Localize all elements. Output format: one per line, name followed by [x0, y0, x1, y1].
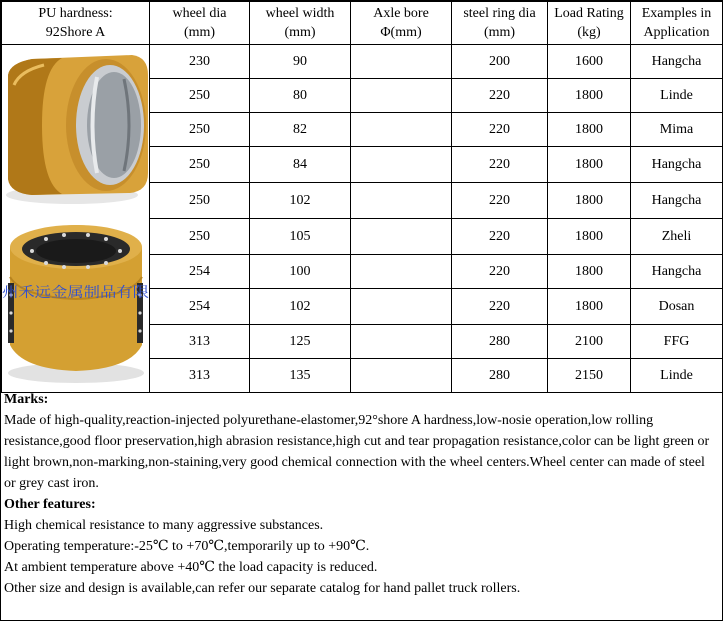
- header-wheel-dia-line2: (mm): [183, 25, 216, 40]
- cell-ring: 220: [452, 183, 548, 219]
- cell-dia: 250: [150, 183, 250, 219]
- header-wheel-width-line2: (mm): [284, 25, 316, 40]
- header-wheel-dia-line1: wheel dia: [172, 6, 227, 21]
- watermark-text: 州禾远金属制品有限: [2, 285, 149, 301]
- cell-axle: [351, 219, 452, 255]
- cell-load: 1800: [548, 219, 631, 255]
- cell-dia: 313: [150, 325, 250, 359]
- cell-app: Linde: [631, 79, 723, 113]
- cell-dia: 250: [150, 147, 250, 183]
- cell-width: 135: [250, 359, 351, 393]
- cell-ring: 220: [452, 147, 548, 183]
- pu-wheel-black-hub-image: [2, 217, 149, 385]
- cell-axle: [351, 147, 452, 183]
- cell-axle: [351, 113, 452, 147]
- header-pu-hardness-line1: PU hardness:: [38, 6, 113, 21]
- table-row: [2, 45, 723, 79]
- cell-width: 125: [250, 325, 351, 359]
- cell-width: 105: [250, 219, 351, 255]
- cell-width: 84: [250, 147, 351, 183]
- cell-width: 90: [250, 45, 351, 79]
- feature-item: Other size and design is available,can refer our separate catalog for hand pallet truck rollers.: [4, 581, 521, 596]
- header-wheel-width-line1: wheel width: [265, 6, 335, 21]
- cell-app: Zheli: [631, 219, 723, 255]
- header-steel-ring-line1: steel ring dia: [463, 6, 536, 21]
- cell-app: Hangcha: [631, 45, 723, 79]
- cell-dia: 250: [150, 79, 250, 113]
- marks-text: Made of high-quality,reaction-injected polyurethane-elastomer,92°shore A hardness,low-nosie operation,low rolling resistance,good floor preservation,high abrasion resistance,high cut and tear propagation resistance,color can be light green or light brown,non-marking,non-staining,very good chemical connection with the wheel centers.Wheel center can made of steel or grey cast iron.: [4, 413, 710, 491]
- header-steel-ring-line2: (mm): [483, 25, 516, 40]
- cell-width: 82: [250, 113, 351, 147]
- header-pu-hardness-line2: 92Shore A: [45, 25, 106, 40]
- cell-width: 100: [250, 255, 351, 289]
- table-header-row: [2, 2, 723, 45]
- cell-app: Mima: [631, 113, 723, 147]
- header-load-rating: [548, 2, 631, 45]
- other-features-title: Other features:: [4, 497, 96, 512]
- cell-width: 102: [250, 183, 351, 219]
- cell-axle: [351, 289, 452, 325]
- cell-axle: [351, 255, 452, 289]
- cell-dia: 250: [150, 219, 250, 255]
- cell-dia: 313: [150, 359, 250, 393]
- cell-load: 1800: [548, 289, 631, 325]
- cell-dia: 254: [150, 289, 250, 325]
- cell-load: 2100: [548, 325, 631, 359]
- cell-app: Linde: [631, 359, 723, 393]
- header-axle-bore: [351, 2, 452, 45]
- cell-ring: 220: [452, 79, 548, 113]
- cell-dia: 254: [150, 255, 250, 289]
- cell-ring: 220: [452, 219, 548, 255]
- pu-wheel-steel-center-image: [2, 45, 149, 209]
- header-load-rating-line1: Load Rating: [554, 6, 624, 21]
- cell-load: 2150: [548, 359, 631, 393]
- cell-width: 102: [250, 289, 351, 325]
- cell-app: FFG: [631, 325, 723, 359]
- cell-ring: 220: [452, 255, 548, 289]
- header-examples-line2: Application: [643, 25, 710, 40]
- cell-load: 1800: [548, 147, 631, 183]
- header-wheel-dia: [150, 2, 250, 45]
- cell-dia: 250: [150, 113, 250, 147]
- cell-ring: 280: [452, 359, 548, 393]
- cell-load: 1800: [548, 183, 631, 219]
- feature-item: High chemical resistance to many aggressive substances.: [4, 518, 324, 533]
- wheel-spec-table: [1, 1, 723, 393]
- cell-load: 1800: [548, 255, 631, 289]
- cell-app: Dosan: [631, 289, 723, 325]
- cell-app: Hangcha: [631, 255, 723, 289]
- header-examples-application: [631, 2, 723, 45]
- cell-ring: 220: [452, 289, 548, 325]
- cell-load: 1800: [548, 113, 631, 147]
- cell-load: 1600: [548, 45, 631, 79]
- cell-axle: [351, 183, 452, 219]
- header-wheel-width: [250, 2, 351, 45]
- header-axle-bore-line1: Axle bore: [373, 6, 429, 21]
- cell-ring: 200: [452, 45, 548, 79]
- cell-axle: [351, 45, 452, 79]
- cell-app: Hangcha: [631, 183, 723, 219]
- cell-ring: 280: [452, 325, 548, 359]
- header-steel-ring-dia: [452, 2, 548, 45]
- cell-app: Hangcha: [631, 147, 723, 183]
- cell-ring: 220: [452, 113, 548, 147]
- wheel-photos-cell: [2, 45, 150, 393]
- header-examples-line1: Examples in: [641, 6, 712, 21]
- header-pu-hardness: [2, 2, 150, 45]
- notes-section: [1, 389, 723, 599]
- cell-load: 1800: [548, 79, 631, 113]
- cell-axle: [351, 359, 452, 393]
- header-load-rating-line2: (kg): [577, 25, 601, 40]
- feature-item: At ambient temperature above +40℃ the load capacity is reduced.: [4, 560, 378, 575]
- cell-axle: [351, 325, 452, 359]
- cell-width: 80: [250, 79, 351, 113]
- header-axle-bore-line2: Φ(mm): [380, 25, 422, 40]
- cell-axle: [351, 79, 452, 113]
- cell-dia: 230: [150, 45, 250, 79]
- marks-title: Marks:: [4, 392, 49, 407]
- feature-item: Operating temperature:-25℃ to +70℃,temporarily up to +90℃.: [4, 539, 370, 554]
